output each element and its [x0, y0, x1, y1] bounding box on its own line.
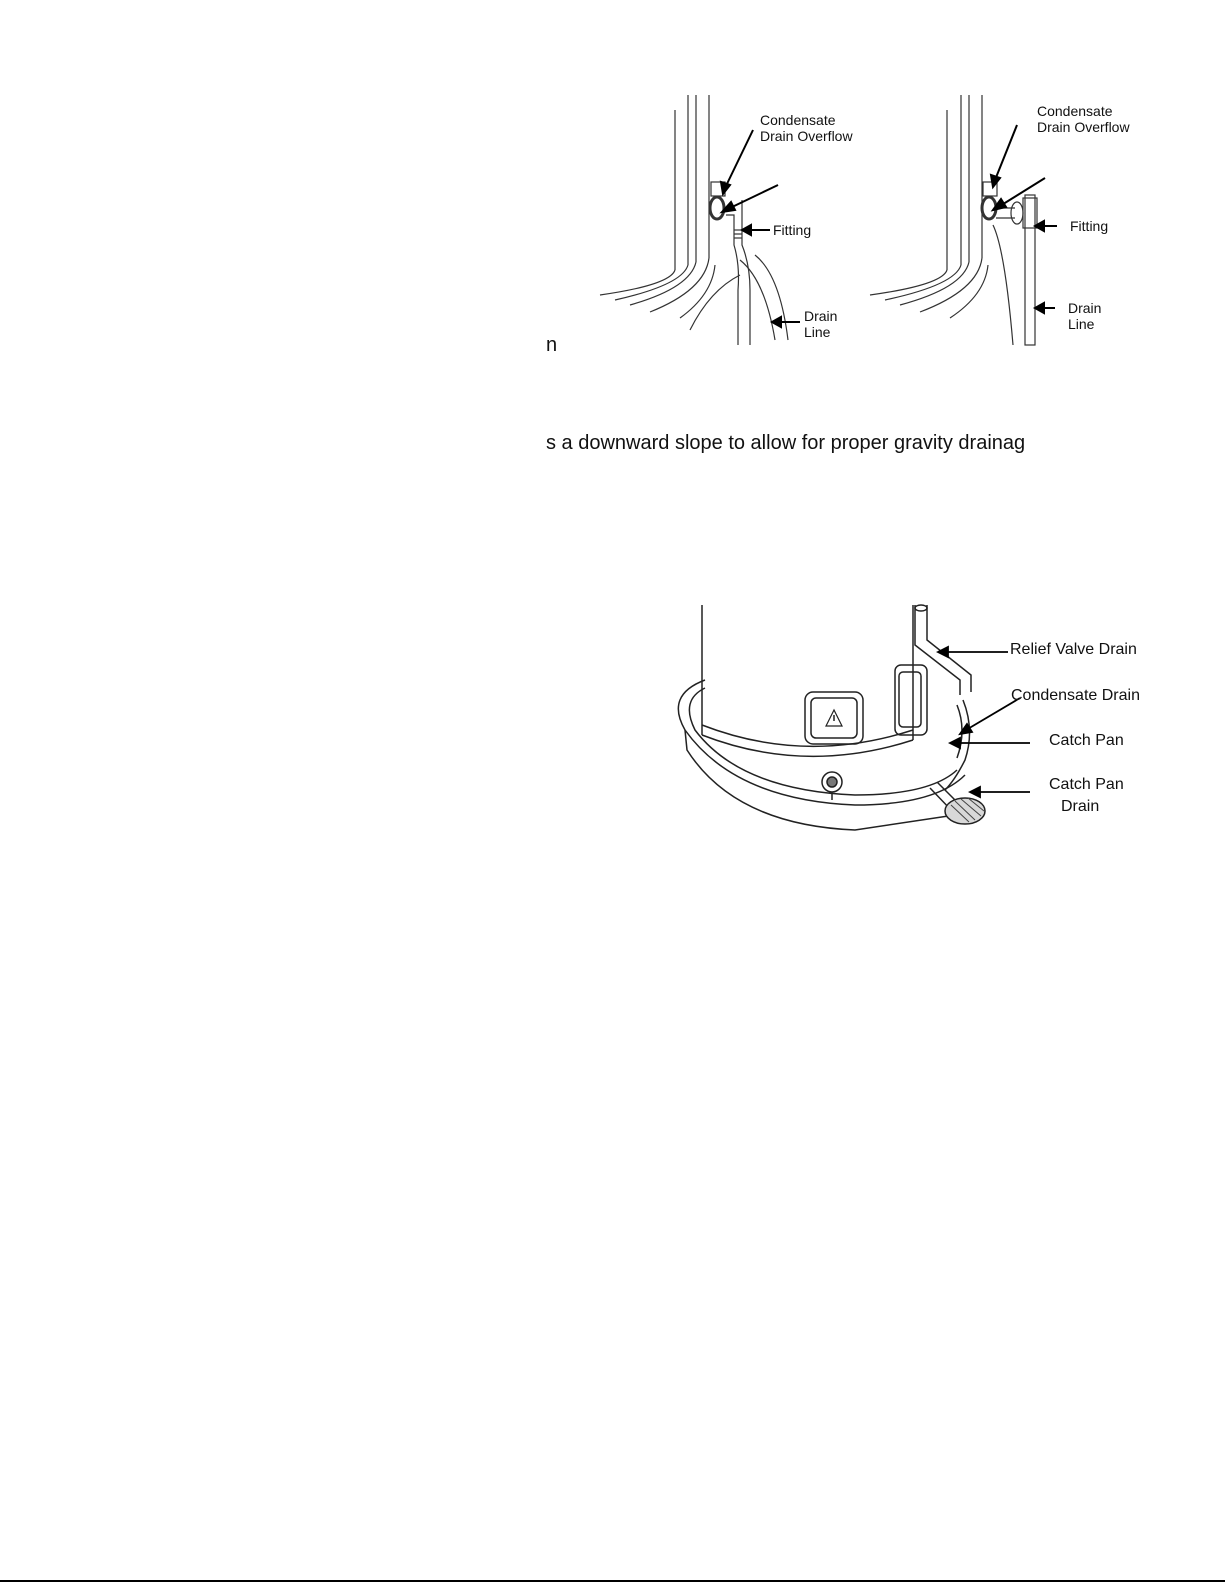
- figure-catch-pan: [675, 600, 1145, 840]
- left-condensate-label: [760, 112, 853, 144]
- figure-condensate-drain-fittings: [590, 90, 1150, 350]
- right-fitting-label: Fitting: [1070, 218, 1109, 234]
- left-condensate-line1: Condensate: [760, 112, 836, 128]
- right-drain-line-label: [1068, 300, 1101, 332]
- left-drain-line-label: [804, 308, 837, 340]
- left-condensate-line2: Drain Overflow: [760, 128, 853, 144]
- left-drain-line1: Drain: [804, 308, 838, 324]
- catch-pan-drain-line1: Catch Pan: [1049, 776, 1124, 793]
- text-fragment-2: s a downward slope to allow for proper gravity drainag: [546, 432, 1026, 454]
- catch-pan-arrows: [930, 640, 1030, 810]
- text-fragment-1: n: [546, 334, 558, 356]
- right-condensate-line1: Condensate: [1037, 103, 1113, 119]
- left-fitting-label: Fitting: [773, 222, 812, 238]
- condensate-drain-label: Condensate Drain: [1011, 687, 1140, 704]
- relief-valve-drain-label: Relief Valve Drain: [1010, 641, 1137, 658]
- right-condensate-line2: Drain Overflow: [1037, 119, 1130, 135]
- catch-pan-label: Catch Pan: [1049, 732, 1124, 749]
- catch-pan-drain-label: [1049, 774, 1124, 818]
- right-drain-line2: Line: [1068, 316, 1095, 332]
- catch-pan-drain-line2: Drain: [1061, 798, 1100, 815]
- right-drain-line1: Drain: [1068, 300, 1102, 316]
- page-bottom-rule: [0, 1580, 1225, 1582]
- right-condensate-label: [1037, 103, 1130, 135]
- left-drain-line2: Line: [804, 324, 831, 340]
